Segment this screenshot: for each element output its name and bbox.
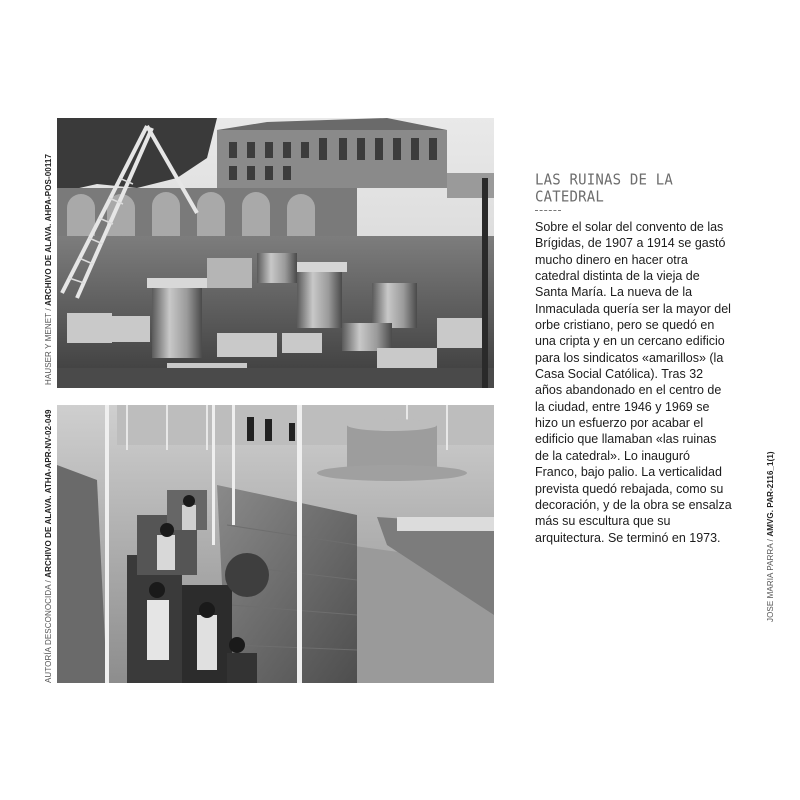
top-credit-source: ARCHIVO DE ALAVA. AHPA-POS-00117 bbox=[44, 153, 53, 306]
bottom-credit-author: AUTORÍA DESCONOCIDA / bbox=[44, 577, 53, 683]
procession-illustration bbox=[57, 405, 494, 683]
right-photo-credit bbox=[766, 451, 775, 622]
bottom-credit-source: ARCHIVO DE ALAVA. ATHA-APR-NV-02-049 bbox=[44, 409, 53, 578]
body-paragraph: Sobre el solar del convento de las Brígidas, de 1907 a 1914 se gastó mucho dinero en hacer otra catedral distinta de la vieja de Santa María. La nueva de la Inmaculada quería ser la mayor del orbe cristiano, pero se quedó en una cripta y en un cercano edificio para los sindicatos «amarillos» (la Casa Social Católica). Tras 32 años abandonado en el centro de la ciudad, entre 1946 y 1969 se hizo un esfuerzo por acabar el edificio que llamaban «las ruinas de la catedral». Lo inauguró Franco, bajo palio. La verticalidad prevista quedó rebajada, como su decoración, y de la obra se ensalza más su escultura que su arquitectura. Se terminó en 1973. bbox=[535, 220, 732, 545]
title-divider bbox=[535, 210, 561, 211]
construction-site-photo bbox=[57, 118, 494, 388]
right-credit-author: JOSE MARIA PARRA / bbox=[766, 536, 775, 622]
procession-photo bbox=[57, 405, 494, 683]
bottom-photo-credit bbox=[44, 409, 53, 683]
right-credit-source: AMVG. PAR-2116_1(1) bbox=[766, 451, 775, 537]
top-credit-author: HAUSER Y MENET / bbox=[44, 305, 53, 385]
top-photo-credit bbox=[44, 154, 53, 385]
construction-site-illustration bbox=[57, 118, 494, 388]
section-title: LAS RUINAS DE LA CATEDRAL bbox=[535, 172, 674, 206]
